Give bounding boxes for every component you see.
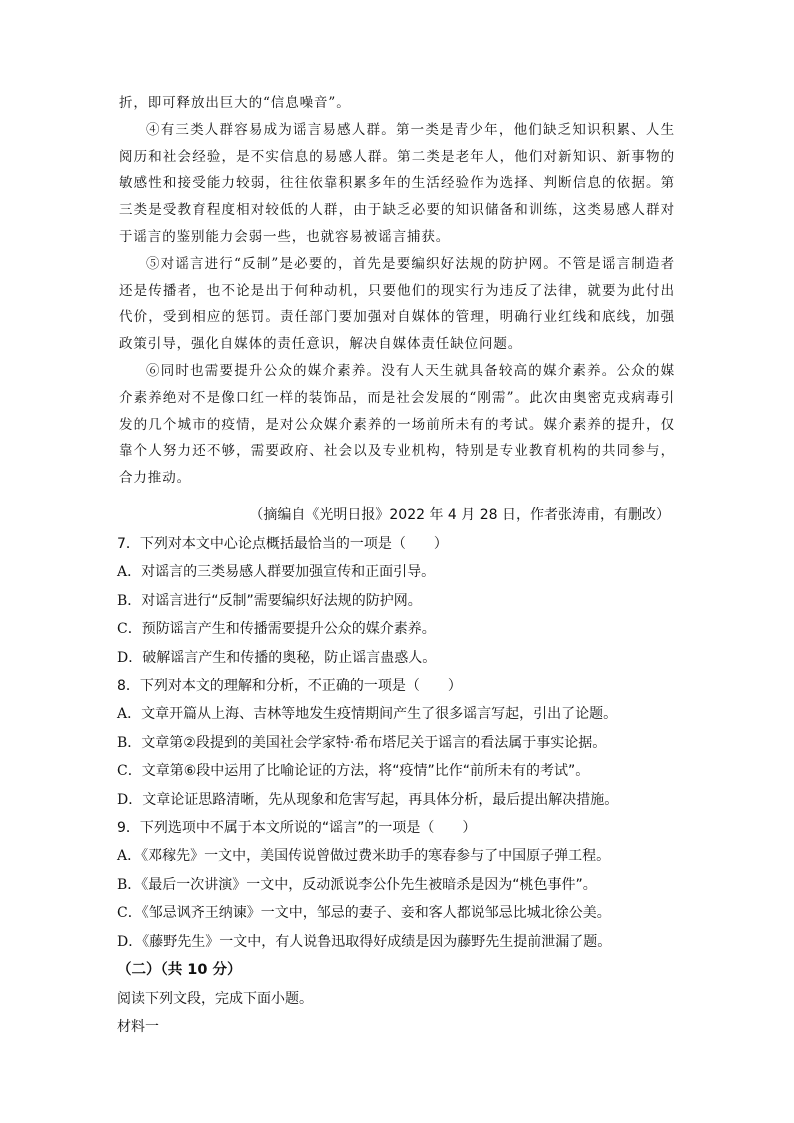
- question-7-option-b[interactable]: [117, 587, 687, 615]
- option-letter: B．: [117, 876, 142, 893]
- option-text: 对谣言进行“反制”需要编织好法规的防护网。: [141, 592, 422, 609]
- option-letter: D．: [117, 933, 143, 950]
- option-text: 《邹忌讽齐王纳谏》一文中，邹忌的妻子、妾和客人都说邹忌比城北徐公美。: [141, 905, 611, 922]
- paragraph-4: ④有三类人群容易成为谣言易感人群。第一类是青少年，他们缺乏知识积累、人生阅历和社会经验，是不实信息的易感人群。第二类是老年人，他们对新知识、新事物的敏感性和接受能力较弱，往往依靠积累多年的生活经验作为选择、判断信息的依据。第三类是受教育程度相对较低的人群，由于缺乏必要的知识储备和训练，这类易感人群对于谣言的鉴别能力会弱一些，也就容易被谣言捕获。: [119, 121, 675, 245]
- question-8-stem: 8．下列对本文的理解和分析，不正确的一项是（ ）: [117, 678, 462, 695]
- article-passage: [119, 90, 675, 492]
- option-text: 《最后一次讲演》一文中，反动派说李公仆先生被暗杀是因为“桃色事件”。: [141, 876, 597, 893]
- material-1-label: 材料一: [117, 1018, 159, 1035]
- paragraph-5: ⑤对谣言进行“反制”是必要的，首先是要编织好法规的防护网。不管是谣言制造者还是传播者，也不论是出于何种动机，只要他们的现实行为违反了法律，就要为此付出代价，受到相应的惩罚。责任部门要加强对自媒体的管理，明确行业红线和底线，加强政策引导，强化自媒体的责任意识，解决自媒体责任缺位问题。: [119, 255, 675, 353]
- option-letter: C．: [117, 621, 142, 638]
- question-9-option-b[interactable]: [117, 871, 687, 899]
- option-letter: C．: [117, 905, 142, 922]
- question-7-option-c[interactable]: [117, 615, 687, 643]
- section-2-instruction: 阅读下列文段，完成下面小题。: [117, 990, 313, 1007]
- section-2-heading: （二）（共 10 分）: [117, 962, 242, 979]
- question-list: [117, 530, 687, 1041]
- option-letter: A．: [117, 848, 142, 865]
- question-9-option-c[interactable]: [117, 899, 687, 927]
- option-letter: A．: [117, 564, 142, 581]
- question-8-option-c[interactable]: [117, 757, 687, 785]
- option-text: 破解谣言产生和传播的奥秘，防止谣言蛊惑人。: [142, 649, 437, 666]
- question-8-option-d[interactable]: [117, 786, 687, 814]
- question-8-option-a[interactable]: [117, 700, 687, 728]
- option-letter: D．: [117, 649, 143, 666]
- option-text: 文章论证思路清晰，先从现象和危害写起，再具体分析，最后提出解决措施。: [142, 791, 619, 808]
- question-8-option-b[interactable]: [117, 729, 687, 757]
- option-letter: B．: [117, 592, 142, 609]
- paragraph-6: ⑥同时也需要提升公众的媒介素养。没有人天生就具备较高的媒介素养。公众的媒介素养绝对不是像口红一样的装饰品，而是社会发展的“刚需”。此次由奥密克戎病毒引发的几个城市的疫情，是对公众媒介素养的一场前所未有的考试。媒介素养的提升，仅靠个人努力还不够，需要政府、社会以及专业机构，特别是专业教育机构的共同参与，合力推动。: [119, 362, 675, 487]
- question-7-option-a[interactable]: [117, 558, 687, 586]
- option-letter: D．: [117, 791, 143, 808]
- option-letter: A．: [117, 706, 142, 723]
- question-9-stem: 9．下列选项中不属于本文所说的“谣言”的一项是（ ）: [117, 820, 477, 837]
- question-7-option-d[interactable]: [117, 644, 687, 672]
- question-7-stem: 7．下列对本文中心论点概括最恰当的一项是（ ）: [117, 536, 448, 552]
- paragraph-continued: 折，即可释放出巨大的“信息噪音”。: [119, 95, 351, 111]
- question-9-option-d[interactable]: [117, 928, 687, 956]
- option-letter: B．: [117, 734, 142, 751]
- option-text: 《邓稼先》一文中，美国传说曾做过费米助手的寒春参与了中国原子弹工程。: [141, 848, 611, 865]
- question-9-option-a[interactable]: [117, 842, 687, 870]
- option-text: 文章第②段提到的美国社会学家特·希布塔尼关于谣言的看法属于事实论据。: [141, 734, 607, 751]
- option-text: 《藤野先生》一文中，有人说鲁迅取得好成绩是因为藤野先生提前泄漏了题。: [142, 933, 612, 950]
- option-text: 文章第⑥段中运用了比喻论证的方法，将“疫情”比作“前所未有的考试”。: [141, 763, 590, 780]
- option-letter: C．: [117, 763, 142, 780]
- option-text: 对谣言的三类易感人群要加强宣传和正面引导。: [141, 564, 436, 581]
- option-text: 文章开篇从上海、吉林等地发生疫情期间产生了很多谣言写起，引出了论题。: [141, 706, 618, 723]
- option-text: 预防谣言产生和传播需要提升公众的媒介素养。: [141, 621, 436, 638]
- source-citation: （摘编自《光明日报》2022 年 4 月 28 日，作者张涛甫，有删改）: [249, 507, 670, 523]
